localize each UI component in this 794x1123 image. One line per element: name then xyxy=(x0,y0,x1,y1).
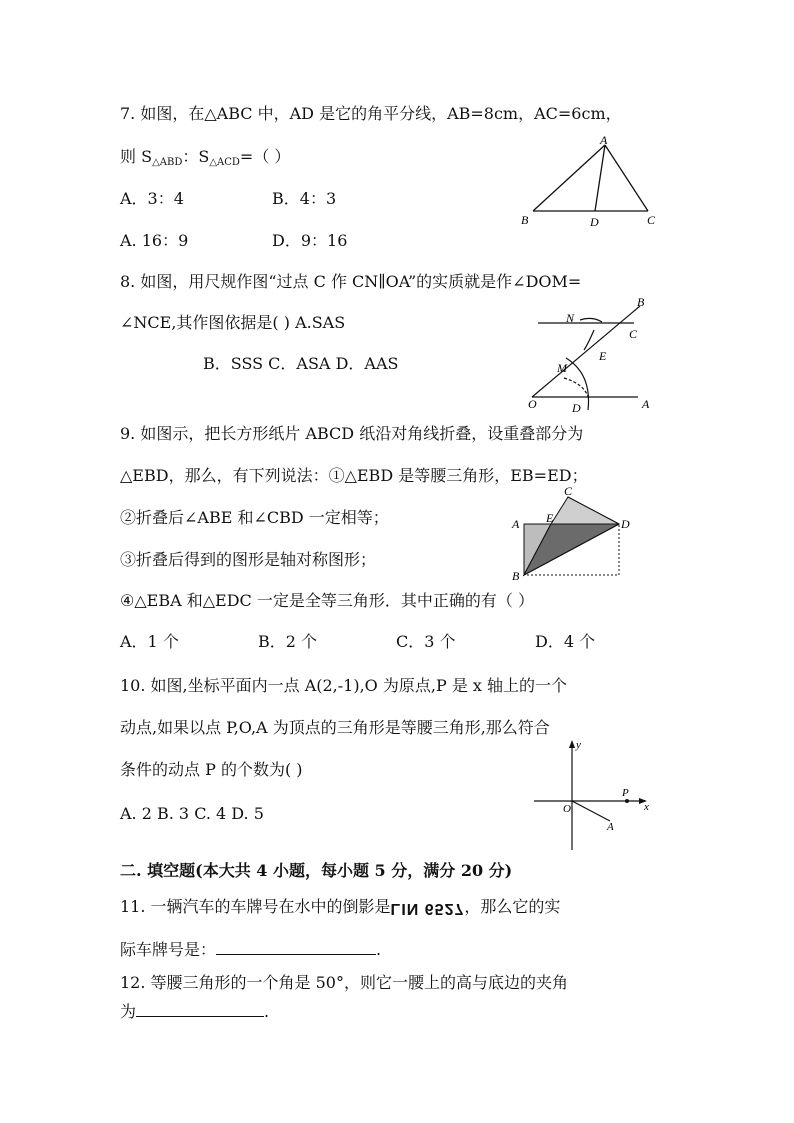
q8-label-c: C xyxy=(629,327,638,341)
q7-triangle-figure xyxy=(510,132,670,232)
q9-option-a: A．1 个 xyxy=(120,632,179,651)
q11-line2 xyxy=(120,938,381,961)
q7-line2 xyxy=(120,146,290,174)
q10-label-y: y xyxy=(576,739,581,751)
q10-line2: 动点,如果以点 P,O,A 为顶点的三角形是等腰三角形,那么符合 xyxy=(120,718,550,737)
q8-construction-figure xyxy=(522,294,672,414)
q9-line5: ④△EBA 和△EDC 一定是全等三角形．其中正确的有（ ） xyxy=(120,591,534,610)
q8-label-n: N xyxy=(566,311,575,325)
q9-line2: △EBD，那么，有下列说法：①△EBD 是等腰三角形，EB=ED； xyxy=(120,466,588,485)
q9-label-e: E xyxy=(546,511,554,525)
q9-label-b: B xyxy=(512,569,520,583)
q7-sub-abd: △ABD xyxy=(152,157,183,168)
q9-label-c: C xyxy=(564,484,573,498)
q8-label-o: O xyxy=(528,397,537,411)
q8-label-b: B xyxy=(637,295,645,309)
q7-line2-c: =（ ） xyxy=(239,147,291,166)
q10-coordinate-figure xyxy=(530,738,660,854)
q12-line2-a: 为 xyxy=(120,1002,137,1021)
q8-label-m: M xyxy=(557,361,567,375)
q8-label-d: D xyxy=(572,401,581,414)
q8-label-e: E xyxy=(599,349,607,363)
q11-reflected-plate: LIN 6527 xyxy=(390,900,465,917)
q9-option-b: B．2 个 xyxy=(258,632,318,651)
q10-line3: 条件的动点 P 的个数为( ) xyxy=(120,760,303,779)
q10-options: A. 2 B. 3 C. 4 D. 5 xyxy=(120,804,264,823)
q7-line2-b: ：S xyxy=(182,147,210,166)
q9-label-a: A xyxy=(512,517,520,531)
q9-line1: 9. 如图示，把长方形纸片 ABCD 纸沿对角线折叠，设重叠部分为 xyxy=(120,424,584,443)
q7-option-c: A. 16：9 xyxy=(120,231,189,250)
q10-line1: 10. 如图,坐标平面内一点 A(2,-1),O 为原点,P 是 x 轴上的一个 xyxy=(120,676,568,695)
q7-option-b: B．4：3 xyxy=(272,189,337,208)
q9-line3: ②折叠后∠ABE 和∠CBD 一定相等； xyxy=(120,508,389,527)
q9-line4: ③折叠后得到的图形是轴对称图形； xyxy=(120,550,377,569)
q7-line2-a: 则 S xyxy=(120,147,153,166)
q7-label-d: D xyxy=(590,215,599,229)
q9-option-d: D．4 个 xyxy=(535,632,596,651)
q7-label-b: B xyxy=(521,213,529,227)
q7-label-a: A xyxy=(600,133,608,147)
section2-heading: 二. 填空题(本大共 4 小题，每小题 5 分，满分 20 分) xyxy=(120,861,513,880)
q11-line1-b: ，那么它的实 xyxy=(464,897,561,916)
q8-line2: ∠NCE,其作图依据是( ) A.SAS xyxy=(120,313,346,332)
q8-line3: B．SSS C．ASA D．AAS xyxy=(203,354,399,373)
q12-line2-b: . xyxy=(264,1002,270,1021)
q9-label-d: D xyxy=(621,517,630,531)
q9-option-c: C．3 个 xyxy=(396,632,456,651)
q12-line2 xyxy=(120,1000,269,1023)
q7-option-d: D．9：16 xyxy=(272,231,348,250)
q8-label-a: A xyxy=(642,397,650,411)
q7-line1: 7. 如图，在△ABC 中，AD 是它的角平分线，AB=8cm，AC=6cm， xyxy=(120,104,622,123)
q11-line2-a: 际车牌号是： xyxy=(120,940,217,959)
q7-label-c: C xyxy=(647,213,656,227)
q11-line2-b: . xyxy=(376,940,382,959)
q7-option-a: A．3：4 xyxy=(120,189,184,208)
q10-label-x: x xyxy=(644,801,649,813)
q9-fold-figure xyxy=(506,484,642,584)
q7-sub-acd: △ACD xyxy=(209,157,240,168)
q12-answer-blank[interactable] xyxy=(136,1000,264,1017)
q8-line1: 8. 如图，用尺规作图“过点 C 作 CN∥OA”的实质就是作∠DOM= xyxy=(120,272,582,291)
q11-line1 xyxy=(120,896,560,919)
q11-answer-blank[interactable] xyxy=(216,938,376,955)
q11-line1-a: 11. 一辆汽车的车牌号在水中的倒影是 xyxy=(120,897,391,916)
q10-label-p: P xyxy=(622,787,629,799)
q10-label-a: A xyxy=(607,821,614,833)
q12-line1: 12. 等腰三角形的一个角是 50°，则它一腰上的高与底边的夹角 xyxy=(120,973,568,992)
q10-label-o: O xyxy=(563,803,571,815)
